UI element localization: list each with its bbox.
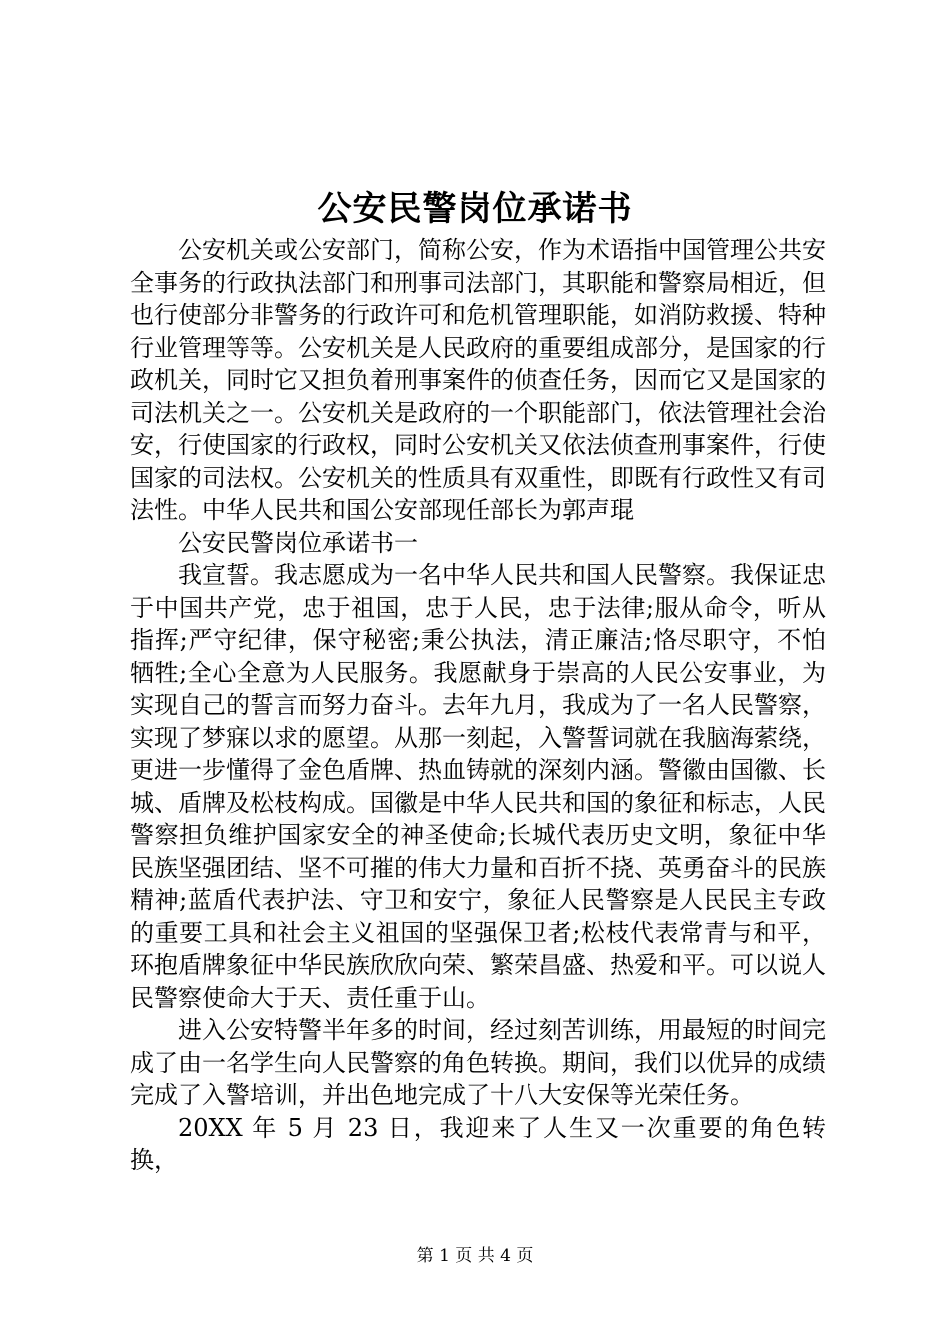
document-title: 公安民警岗位承诺书 [317,189,633,229]
paragraph-intro: 公安机关或公安部门，简称公安，作为术语指中国管理公共安全事务的行政执法部门和刑事司法部门，其职能和警察局相近，但也行使部分非警务的行政许可和危机管理职能，如消防救援、特种行业管理等等。公安机关是人民政府的重要组成部分，是国家的行政机关，同时它又担负着刑事案件的侦查任务，因而它又是国家的司法机关之一。公安机关是政府的一个职能部门，依法管理社会治安，行使国家的行政权，同时公安机关又依法侦查刑事案件，行使国家的司法权。公安机关的性质具有双重性，即既有行政性又有司法性。中华人民共和国公安部现任部长为郭声琨 [130,236,826,524]
document-body [130,234,826,1177]
paragraph-heading-one: 公安民警岗位承诺书一 [178,528,418,557]
paragraph-training: 进入公安特警半年多的时间，经过刻苦训练，用最短的时间完成了由一名学生向人民警察的角色转换。期间，我们以优异的成绩完成了入警培训，并出色地完成了十八大安保等光荣任务。 [130,1016,826,1109]
paragraph-oath: 我宣誓。我志愿成为一名中华人民共和国人民警察。我保证忠于中国共产党，忠于祖国，忠于人民，忠于法律;服从命令，听从指挥;严守纪律，保守秘密;秉公执法，清正廉洁;恪尽职守，不怕牺牲;全心全意为人民服务。我愿献身于崇高的人民公安事业，为实现自己的誓言而努力奋斗。去年九月，我成为了一名人民警察，实现了梦寐以求的愿望。从那一刻起，入警誓词就在我脑海萦绕，更进一步懂得了金色盾牌、热血铸就的深刻内涵。警徽由国徽、长城、盾牌及松枝构成。国徽是中华人民共和国的象征和标志，人民警察担负维护国家安全的神圣使命;长城代表历史文明，象征中华民族坚强团结、坚不可摧的伟大力量和百折不挠、英勇奋斗的民族精神;蓝盾代表护法、守卫和安宁，象征人民警察是人民民主专政的重要工具和社会主义祖国的坚强保卫者;松枝代表常青与和平，环抱盾牌象征中华民族欣欣向荣、繁荣昌盛、热爱和平。可以说人民警察使命大于天、责任重于山。 [130,561,826,1012]
paragraph-date: 20XX 年 5 月 23 日，我迎来了人生又一次重要的角色转换， [130,1113,826,1174]
page-footer: 第 1 页 共 4 页 [416,1246,534,1266]
